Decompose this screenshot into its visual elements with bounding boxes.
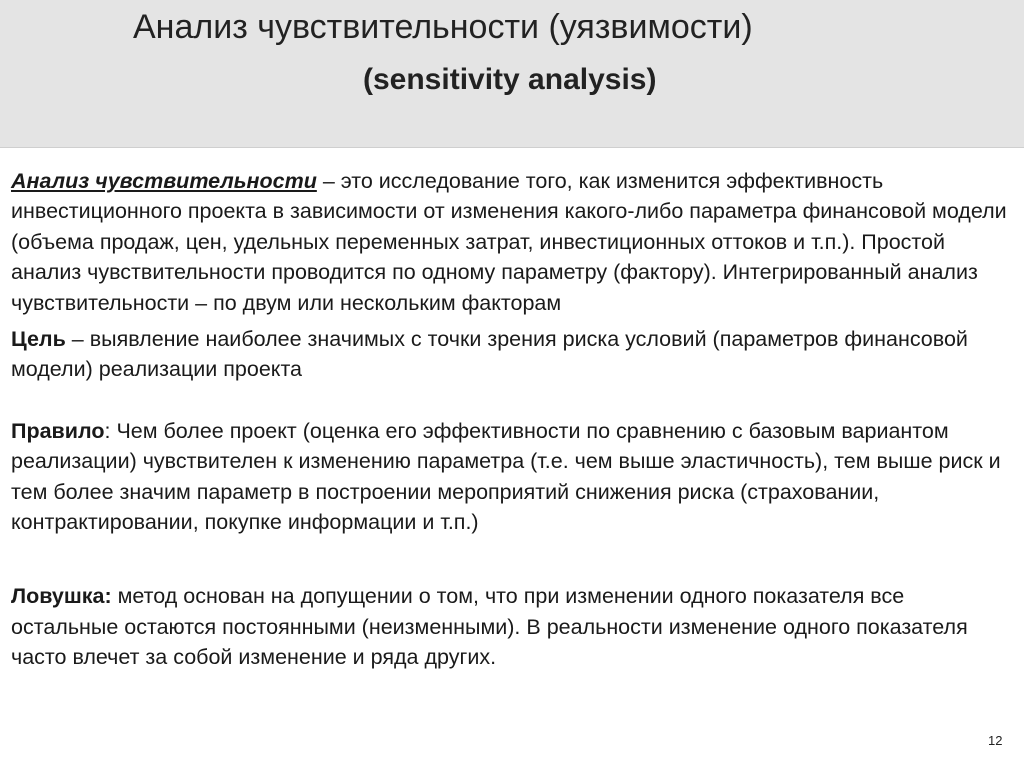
goal-paragraph bbox=[11, 324, 1011, 385]
trap-term: Ловушка: bbox=[11, 584, 112, 609]
slide-subtitle: (sensitivity analysis) bbox=[363, 63, 657, 96]
definition-term: Анализ чувствительности bbox=[11, 169, 317, 193]
rule-term: Правило bbox=[11, 418, 105, 443]
goal-text: – выявление наиболее значимых с точки зрения риска условий (параметров финансовой модели) реализации проекта bbox=[11, 327, 968, 382]
goal-term: Цель bbox=[11, 327, 66, 352]
rule-text: : Чем более проект (оценка его эффективности по сравнению с базовым вариантом реализации) чувствителен к изменению параметра (т.е. чем выше эластичность), тем выше риск и тем более значим параметр в построении мероприятий снижения риска (страховании, контрактировании, покупке информации и т.п.) bbox=[11, 418, 1001, 535]
definition-paragraph bbox=[11, 166, 1011, 318]
title-band bbox=[0, 0, 1024, 148]
slide-body bbox=[11, 166, 1011, 673]
trap-paragraph bbox=[11, 581, 1011, 672]
rule-paragraph bbox=[11, 416, 1011, 538]
trap-text: метод основан на допущении о том, что при изменении одного показателя все остальные остаются постоянными (неизменными). В реальности изменение одного показателя часто влечет за собой изменение и ряда других. bbox=[11, 584, 968, 670]
slide-title: Анализ чувствительности (уязвимости) bbox=[133, 8, 753, 46]
definition-text: – это исследование того, как изменится эффективность инвестиционного проекта в зависимости от изменения какого-либо параметра финансовой модели (объема продаж, цен, удельных переменных затрат, инвестиционных оттоков и т.п.). Простой анализ чувствительности проводится по одному параметру (фактору). Интегрированный анализ чувствительности – по двум или нескольким факторам bbox=[11, 169, 1007, 315]
page-number: 12 bbox=[988, 733, 1003, 748]
